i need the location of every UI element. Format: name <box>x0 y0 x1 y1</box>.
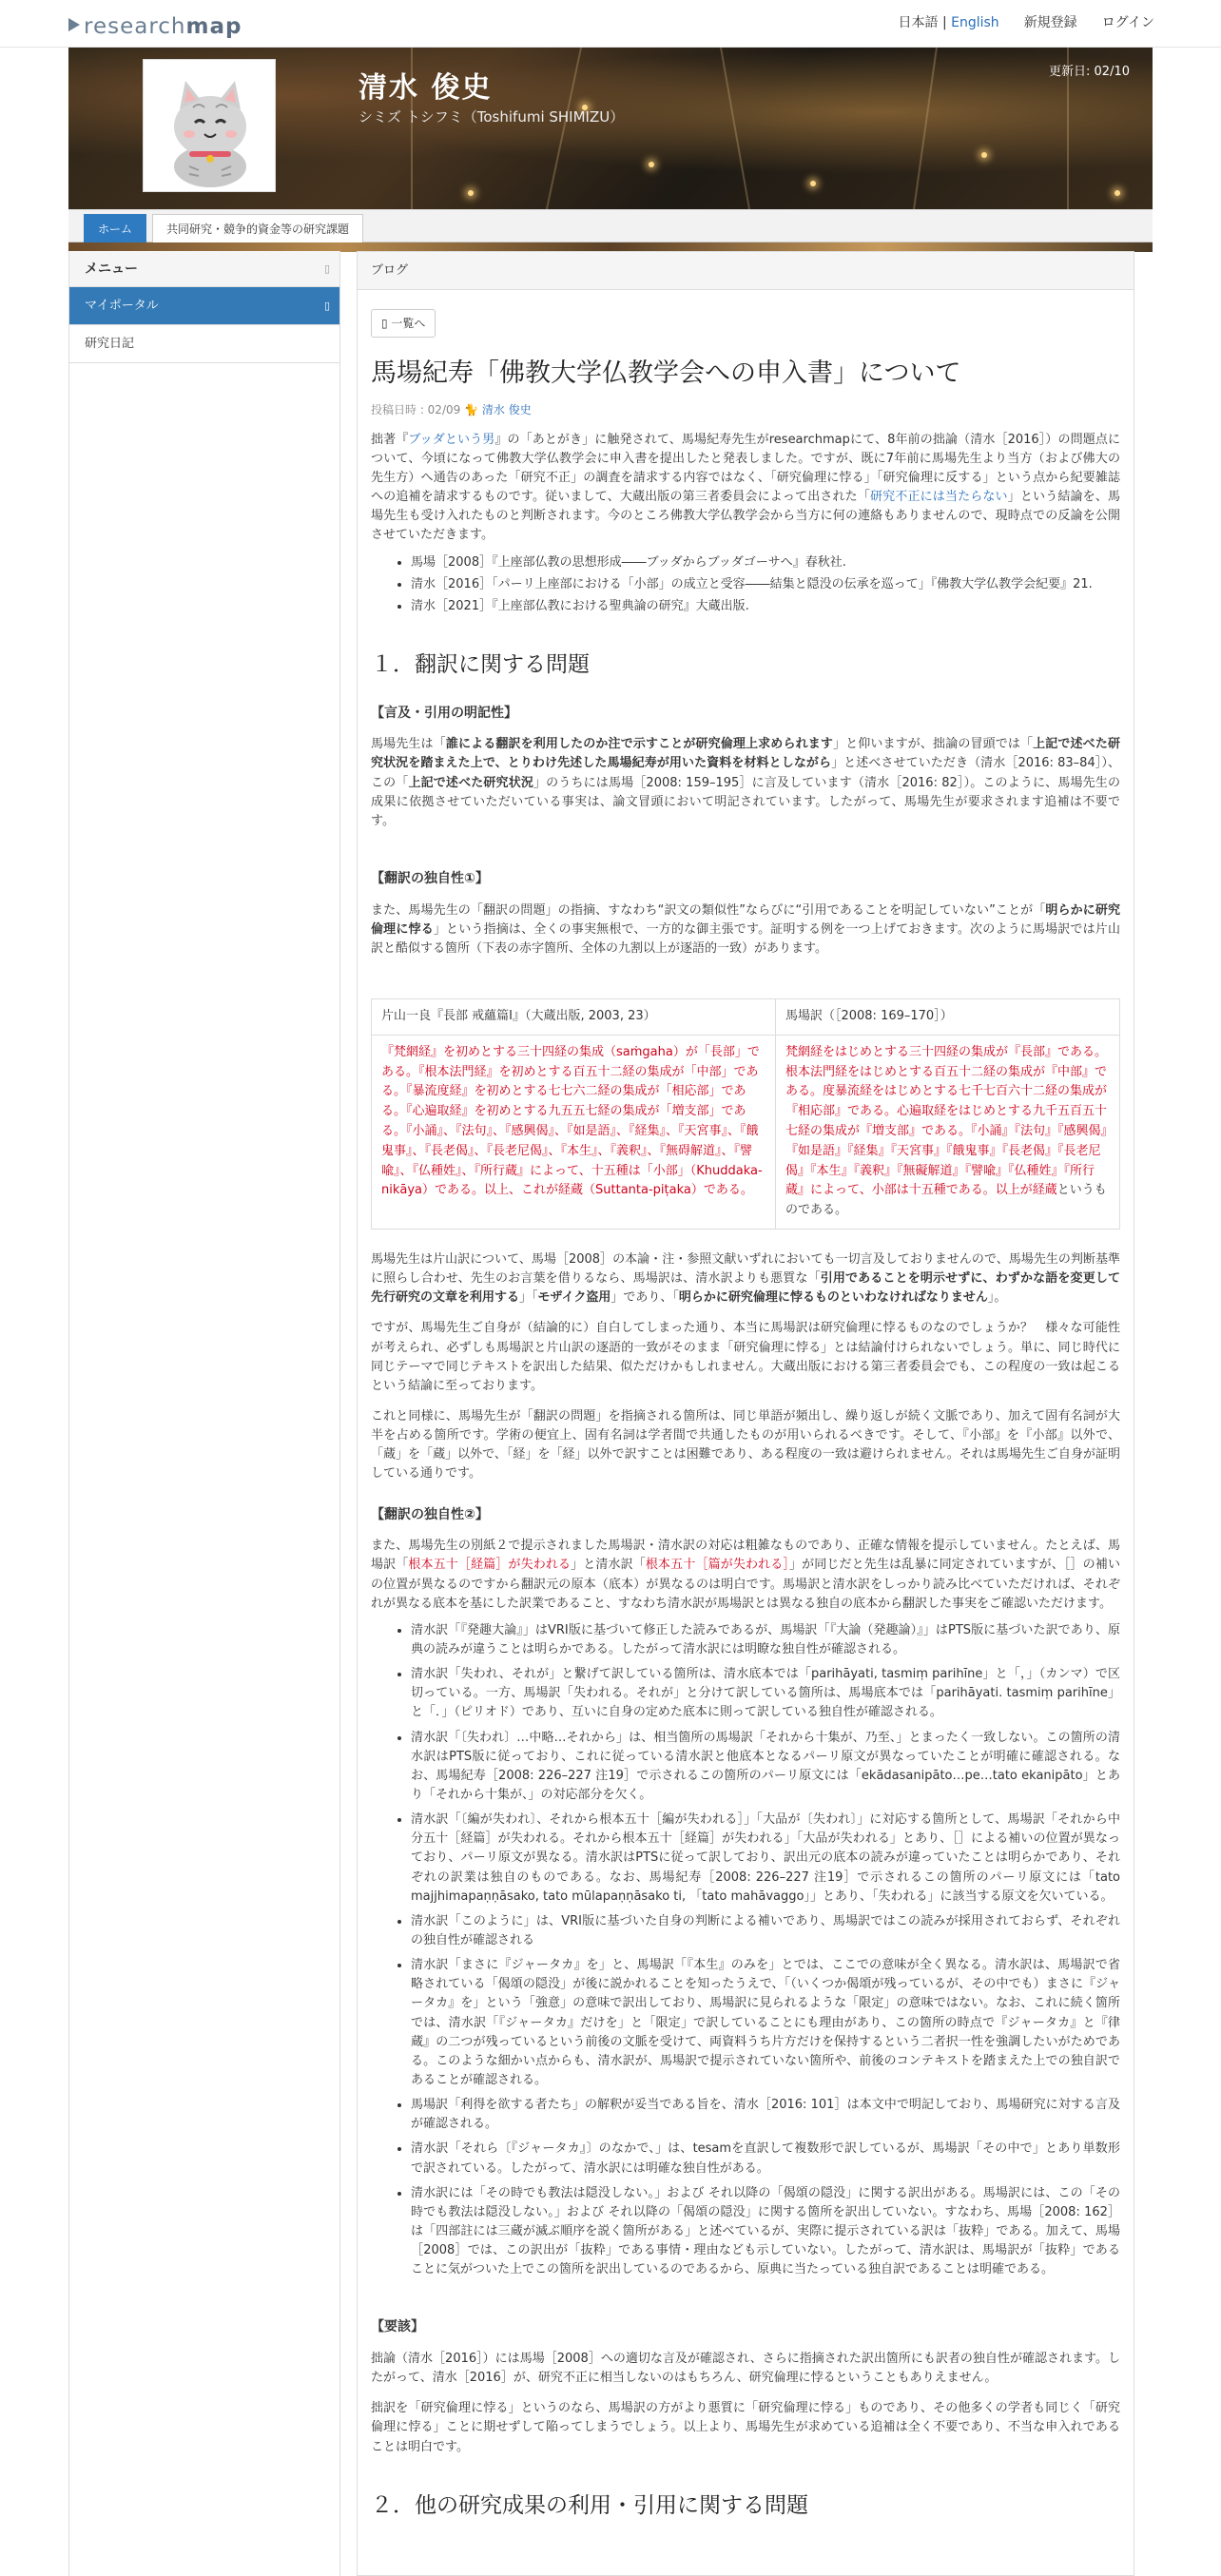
committee-link[interactable]: 研究不正には当たらない <box>869 490 1008 505</box>
paragraph: 拙訳を「研究倫理に悖る」というのなら、馬場訳の方がより悪質に「研究倫理に悖る」ものであり、その他多くの学者も同じく「研究倫理に悖る」ことに期せずして陥ってしまうでしょう。以上より、馬場先生が求めている追補は全く不要であり、不当な申入れであることは明白です。 <box>371 2401 1120 2454</box>
updated-date: 更新日: 02/10 <box>1049 65 1130 79</box>
register-link[interactable]: 新規登録 <box>1023 15 1077 30</box>
paragraph: また、馬場先生の別紙２で提示されました馬場訳・清水訳の対応は粗雑なものであり、正確な情報を提示していません。たとえば、馬場訳「根本五十［経篇］が失われる」と清水訳「根本五十［篇が失われる］」が同じだと先生は乱暴に同定されていますが、［］の補いの位置が異なるのですから翻訳元の原本（底本）が異なるのは明白です。馬場訳と清水訳をしっかり読み比べていただければ、それぞれが異なる底本を基にした訳業であること、すなわち清水訳が馬場訳とは異なる独自の底本から翻訳した事実をご確認いただけます。 <box>371 1539 1120 1611</box>
table-cell: 『梵網経』を初めとする三十四経の集成（saṁgaha）が「長部」である。『根本法門経』を初めとする百五十二経の集成が「中部」である。『暴流度経』を初めとする七七六二経の集成が「相応部」である。『心遍取経』を初めとする九五五七経の集成が「増支部」である。『小誦』、『法句』、『感興偈』、『如是語』、『経集』、『天宮事』、『餓鬼事』、『長老偈』、『長老尼偈』、『本生』、『義釈』、『無碍解道』、『譬喩』、『仏種姓』、『所行蔵』によって、十五種は「小部」（Khuddaka-nikāya）である。以上、これが経蔵（Suttanta-piṭaka）である。 <box>372 1035 776 1229</box>
researchmap-logo[interactable] <box>68 10 242 45</box>
paragraph: ですが、馬場先生ご自身が（結論的に）自白してしまった通り、本当に馬場訳は研究倫理に悖るものなのでしょうか？ 様々な可能性が考えられ、必ずしも馬場訳と片山訳の逐語的一致がそのまま「研究倫理に悖る」とは結論付けられないでしょう。単に、同じ時代に同じテーマで同じテキストを訳出した結果、似ただけかもしれません。大蔵出版における第三者委員会でも、この程度の一致は起こるという結論に至っております。 <box>371 1321 1120 1393</box>
list-item: • 馬場訳「利得を欲する者たち」の解釈が妥当である旨を、清水［2016: 101］は本文中で明記しており、馬場研究に対する言及が確認される。 <box>411 2096 1120 2134</box>
list-item: • 清水訳「まさに『ジャータカ』を」と、馬場訳「『本生』のみを」とでは、ここでの意味が全く異なる。清水訳は、馬場訳で省略されている「偈頌の隠没」が後に説かれることを知ったうえで、「（いくつか偈頌が残っているが、その中でも）まさに『ジャータカ』を」という「強意」の意味で訳出しており、馬場訳に見られるような「限定」の意味ではない。なお、これに続く箇所では、清水訳「『ジャータカ』だけを」と「限定」で訳していることにも理由があり、この箇所の時点で『ジャータカ』と『律蔵』の二つが残っているという前後の文脈を受けて、両資料うち片方だけを保持するという二者択一性を強調したいがためである。このような細かい点からも、清水訳が、馬場訳で提示されていない箇所や、前後のコンテキストを踏まえた上での独自訳であることが確認される。 <box>411 1956 1120 2090</box>
intro-paragraph: 拙著『ブッダという男』の「あとがき」に触発されて、馬場紀寿先生がresearchmapにて、8年前の拙論（清水［2016］）の問題点について、今頃になって佛教大学仏教学会に申入書を提出したと発表しました。ですが、既に7年前に馬場先生より当方（および佛大の先生方）へ通告のあった「研究不正」の調査を請求する内容ではなく、「研究倫理に悖る」「研究倫理に反する」という点から紀要雑誌への追補を請求するものです。従いまして、大蔵出版の第三者委員会によって出された「研究不正には当たらない」という結論を、馬場先生も受け入れたものと判断されます。今のところ佛教大学仏教学会から当方に何の連絡もありませんので、現時点での反論を公開させていただきます。 <box>371 432 1120 543</box>
lang-en-link[interactable]: English <box>951 15 999 30</box>
point-list <box>411 1621 1120 2280</box>
avatar <box>143 59 276 192</box>
top-nav <box>899 13 1155 34</box>
sidebar <box>68 251 340 2576</box>
list-item: • 清水［2016］「パーリ上座部における「小部」の成立と受容――結集と隠没の伝承を巡って」『佛教大学仏教学会紀要』21. <box>411 575 1120 594</box>
back-to-list-button[interactable]: ▯ 一覧へ <box>371 309 436 338</box>
profile-kana: シミズ トシフミ（Toshifumi SHIMIZU） <box>359 108 625 126</box>
lang-separator: | <box>941 15 947 30</box>
blog-panel <box>357 251 1134 2576</box>
list-item: • 清水訳「それら〔『ジャータカ』〕のなかで、」は、tesamを直訳して複数形で訳しているが、馬場訳「その中で」とあり単数形で訳されている。したがって、清水訳には明確な独自性がある。 <box>411 2140 1120 2178</box>
post-meta: 投稿日時 : 02/09 🐈 清水 俊史 <box>371 403 532 417</box>
tab-projects[interactable]: 共同研究・競争的資金等の研究課題 <box>152 214 363 242</box>
profile-banner <box>68 48 1153 209</box>
subheading: 【要該】 <box>371 2319 424 2335</box>
login-link[interactable]: ログイン <box>1101 15 1154 30</box>
list-item: • 清水［2021］『上座部仏教における聖典論の研究』大蔵出版. <box>411 597 1120 616</box>
paragraph: 馬場先生は「誰による翻訳を利用したのか注で示すことが研究倫理上求められます」と仰いますが、拙論の冒頭では「上記で述べた研究状況を踏まえた上で、とりわけ先述した馬場紀寿が用いた資料を材料としながら」と述べさせていただき（清水［2016: 83–84］）、この「上記で述べた研究状況」のうちには馬場［2008: 159–195］に言及しています（清水［2016: 82］）。このように、馬場先生の成果に依拠させていただいている事実は、論文冒頭において明記されています。したがって、馬場先生が要求されます追補は不要です。 <box>371 737 1120 828</box>
author-link[interactable]: 清水 俊史 <box>481 403 532 417</box>
sidebar-item-portal[interactable]: マイポータル ▯ <box>69 287 339 325</box>
list-item: • 清水訳には「その時でも教法は隠没しない。」および それ以降の「偈頌の隠没」に関する訳出がある。馬場訳には、この「その時でも教法は隠没しない。」および それ以降の「偈頌の隠没」に関する箇所を訳出していない。すなわち、馬場［2008: 162］は「四部註には三蔵が滅ぶ順序を説く箇所がある」と述べているが、実際に提示されている訳は「抜粋」である。加えて、馬場［2008］では、この訳出が「抜粋」である事情・理由なども示していない。したがって、清水訳は、馬場訳が「抜粋」であることに気がついた上でこの箇所を訳出しているのであるから、原典に当たっている独自訳であることは明確である。 <box>411 2184 1120 2280</box>
logo-triangle-icon <box>68 18 80 31</box>
table-header: 片山一良『長部 戒蘊篇Ⅰ』（大蔵出版, 2003, 23） <box>372 999 776 1036</box>
chevron-icon: ▯ <box>323 300 330 312</box>
subheading: 【言及・引用の明記性】 <box>371 705 517 721</box>
user-icon: 🐈 <box>464 403 479 417</box>
list-item: • 清水訳「〔失われ〕…中略…それから」は、相当箇所の馬場訳「それから十集が、乃至、」とまったく一致しない。この箇所の清水訳はPTS版に従っており、これに従っている清水訳と他底本となるパーリ原文が異なっていたことが明確に確認される。なお、馬場紀寿［2008: 226–227 注19］で示されるこの箇所のパーリ原文には「ekādasanipāto…pe…tato ekanipāto」とあり「それから十集が、」の対応部分を欠く。 <box>411 1729 1120 1806</box>
panel-header: ブログ <box>358 252 1134 290</box>
book-link[interactable]: ブッダという男 <box>408 432 495 447</box>
profile-tabs <box>68 209 1153 251</box>
paragraph: また、馬場先生の「翻訳の問題」の指摘、すなわち“訳文の類似性”ならびに“引用であることを明記していない”ことが「明らかに研究倫理に悖る」という指摘は、全くの事実無根で、一方的な御主張です。証明する例を一つ上げておきます。次のように馬場訳では片山訳と酷似する箇所（下表の赤字箇所、全体の九割以上が逐語的一致）があります。 <box>371 902 1120 956</box>
table-header: 馬場訳（［2008: 169–170］） <box>775 999 1119 1036</box>
paragraph: 馬場先生は片山訳について、馬場［2008］の本論・注・参照文献いずれにおいても一切言及しておりませんので、馬場先生の判断基準に照らし合わせ、先生のお言葉を借りるなら、馬場訳は、清水訳よりも悪質な「引用であることを明示せずに、わずかな語を変更して先行研究の文章を利用する」「モザイク盗用」であり、「明らかに研究倫理に悖るものといわなければなりません」。 <box>371 1252 1120 1306</box>
reference-list <box>411 553 1120 616</box>
top-bar <box>0 0 1221 48</box>
tab-home[interactable]: ホーム <box>84 214 146 242</box>
profile-name: 清水 俊史 <box>359 71 493 105</box>
list-item: • 清水訳「『発趣大論』」はVRI版に基づいて修正した読みであるが、馬場訳「『大論（発趣論）』」はPTS版に基づいた訳であり、原典の読みが違うことは明らかである。したがって清水訳には明瞭な独自性が確認される。 <box>411 1621 1120 1659</box>
list-item: • 清水訳「このように」は、VRI版に基づいた自身の判断による補いであり、馬場訳ではこの読みが採用されておらず、それぞれの独自性が確認される <box>411 1912 1120 1950</box>
logo-text-research: research <box>84 14 186 39</box>
logo-text-map: map <box>185 14 242 39</box>
list-item: • 馬場［2008］『上座部仏教の思想形成――ブッダからブッダゴーサへ』春秋社. <box>411 553 1120 572</box>
section-heading-2: ２．他の研究成果の利用・引用に関する問題 <box>371 2492 808 2518</box>
subheading: 【翻訳の独自性②】 <box>371 1506 489 1522</box>
cat-avatar-icon <box>144 60 277 193</box>
translation-comparison-table <box>371 998 1120 1230</box>
menu-toggle-icon: ▯ <box>323 262 330 275</box>
lang-ja-link[interactable]: 日本語 <box>898 15 939 30</box>
subheading: 【翻訳の独自性①】 <box>371 870 489 886</box>
post-title: 馬場紀寿「佛教大学仏教学会への申入書」について <box>371 358 961 388</box>
section-heading-1: １．翻訳に関する問題 <box>371 651 590 677</box>
paragraph: これと同様に、馬場先生が「翻訳の問題」を指摘される箇所は、同じ単語が頻出し、繰り返しが続く文脈であり、加えて固有名詞が大半を占める箇所です。学術の便宜上、固有名詞は学者間で共通したものが用いられるべきです。そして、『小部』を『小部』以外で、「蔵」を「蔵」以外で、「経」を「経」以外で訳すことは困難であり、ある程度の一致は避けられません。それは馬場先生ご自身が証明している通りです。 <box>371 1409 1120 1482</box>
list-item: • 清水訳「〔編が失われ〕、それから根本五十［編が失われる］」「大品が〔失われ〕」に対応する箇所として、馬場訳「それから中分五十［経篇］が失われる。それから根本五十［経篇］が失われる」「大品が失われる」とあり、［］による補いの位置が異なっており、パーリ原文が異なる。清水訳はPTSに従って訳しており、訳出元の底本の読みが違っていたことは明らかであり、それぞれの訳業は独自のものである。なお、馬場紀寿［2008: 226–227 注19］で示されるこの箇所のパーリ原文には「tato majjhimapaṇṇāsako, tato mūlapaṇṇāsako ti, 「tato mahāvaggo」」とあり、「失われる」に該当する原文を欠いている。 <box>411 1811 1120 1907</box>
sidebar-menu-header[interactable]: メニュー ▯ <box>69 251 339 287</box>
sidebar-item-diary[interactable]: 研究日記 <box>69 325 339 363</box>
list-item: • 清水訳「失われ、それが」と繋げて訳している箇所は、清水底本では「parihāyati, tasmiṃ parihīne」と「，」（カンマ）で区切っている。一方、馬場訳「失われる。それが」と分けて訳している箇所は、馬場底本では「parihāyati. tasmiṃ parihīne」と「．」（ピリオド）であり、互いに自身の定めた底本に則って訳している独自性が確認される。 <box>411 1665 1120 1722</box>
paragraph: 拙論（清水［2016］）には馬場［2008］への適切な言及が確認され、さらに指摘された訳出箇所にも訳者の独自性が確認されます。したがって、清水［2016］が、研究不正に相当しないのはもちろん、研究倫理に悖るということもありえません。 <box>371 2352 1120 2386</box>
table-cell: 梵網経をはじめとする三十四経の集成が『長部』である。根本法門経をはじめとする百五十二経の集成が『中部』である。度暴流経をはじめとする七千七百六十二経の集成が『相応部』である。心遍取経をはじめとする九千五百五十七経の集成が『増支部』である。『小誦』『法句』『感興偈』『如是語』『経集』『天宮事』『餓鬼事』『長老偈』『長老尼偈』『本生』『義釈』『無礙解道』『譬喩』『仏種姓』『所行蔵』によって、小部は十五種である。以上が経蔵というものである。 <box>775 1035 1119 1229</box>
